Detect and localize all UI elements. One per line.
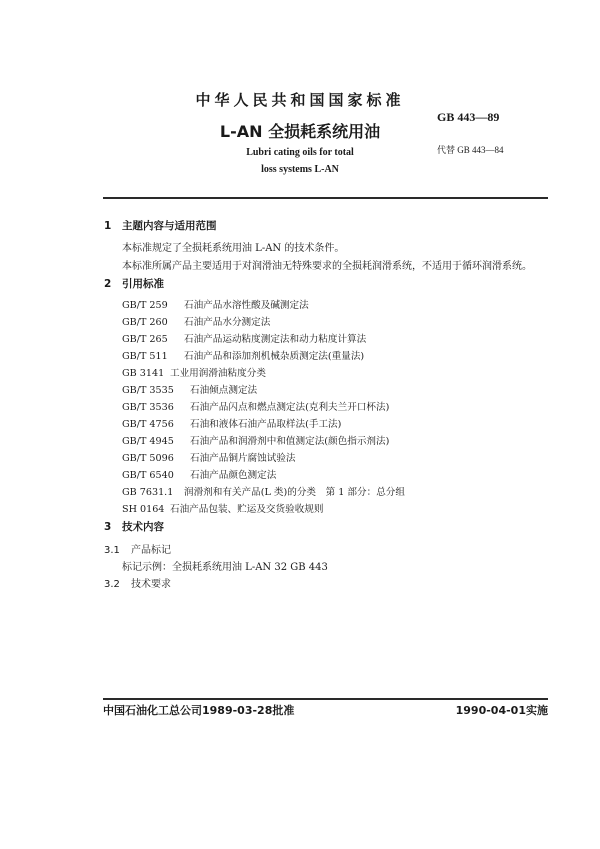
reference-item: [122, 416, 341, 430]
reference-code: GB/T 3536: [122, 402, 174, 413]
section-title: 主题内容与适用范围: [122, 220, 217, 232]
reference-title: 石油产品和润滑剂中和值测定法(颜色指示剂法): [190, 436, 390, 447]
english-title-line-1: Lubri cating oils for total: [246, 147, 354, 158]
section-title: 技术内容: [122, 521, 164, 533]
subsection-title: 技术要求: [131, 579, 171, 590]
paragraph: 本标准规定了全损耗系统用油 L-AN 的技术条件。: [122, 243, 345, 254]
subsection-title: 产品标记: [131, 545, 171, 556]
reference-code: SH 0164: [122, 504, 165, 515]
section-number: 2: [104, 278, 112, 290]
english-title-line-2: loss systems L-AN: [261, 164, 339, 175]
reference-code: GB/T 3535: [122, 385, 174, 396]
reference-code: GB/T 5096: [122, 453, 174, 464]
reference-code: GB/T 4756: [122, 419, 174, 430]
reference-title: 石油产品水分测定法: [184, 317, 271, 328]
reference-item: [122, 297, 309, 311]
reference-item: [122, 484, 405, 498]
reference-title: 工业用润滑油粘度分类: [170, 368, 266, 379]
section-1-heading: [104, 218, 217, 233]
reference-item: [122, 365, 266, 379]
section-3-heading: [104, 519, 164, 534]
footer-divider: [103, 698, 548, 700]
reference-item: [122, 467, 276, 481]
section-2-heading: [104, 276, 164, 291]
subsection-3-2-heading: [104, 575, 171, 590]
section-number: 3: [104, 521, 112, 533]
reference-code: GB/T 259: [122, 300, 168, 311]
reference-code: GB/T 511: [122, 351, 168, 362]
reference-code: GB 3141: [122, 368, 165, 379]
issuing-authority: 中华人民共和国国家标准: [195, 91, 405, 109]
reference-item: [122, 331, 366, 345]
header-divider: [103, 197, 548, 199]
reference-code: GB/T 265: [122, 334, 168, 345]
paragraph: 本标准所属产品主要适用于对润滑油无特殊要求的全损耗润滑系统，不适用于循环润滑系统。: [122, 261, 532, 272]
reference-item: [122, 382, 257, 396]
replaces-standard: 代替 GB 443—84: [437, 145, 504, 155]
document-title: L-AN 全损耗系统用油: [219, 122, 381, 141]
reference-item: [122, 348, 364, 362]
reference-item: [122, 399, 389, 413]
subsection-number: 3.2: [104, 579, 120, 590]
reference-title: 石油产品和添加剂机械杂质测定法(重量法): [184, 351, 365, 362]
reference-item: [122, 314, 270, 328]
reference-title: 石油产品颜色测定法: [190, 470, 277, 481]
reference-title: 石油产品闪点和燃点测定法(克利夫兰开口杯法): [190, 402, 390, 413]
reference-title: 润滑剂和有关产品(L 类)的分类 第 1 部分：总分组: [184, 487, 405, 498]
standard-code: GB 443—89: [437, 110, 500, 124]
marking-example: 标记示例：全损耗系统用油 L-AN 32 GB 443: [122, 562, 328, 573]
effective-date: 1990-04-01实施: [455, 704, 548, 717]
reference-item: [122, 501, 324, 515]
reference-title: 石油产品运动粘度测定法和动力粘度计算法: [184, 334, 367, 345]
reference-code: GB/T 4945: [122, 436, 174, 447]
subsection-3-1-heading: [104, 541, 171, 556]
reference-title: 石油产品包装、贮运及交货验收规则: [170, 504, 324, 515]
reference-code: GB/T 260: [122, 317, 168, 328]
reference-title: 石油产品水溶性酸及碱测定法: [184, 300, 309, 311]
section-title: 引用标准: [122, 278, 164, 290]
reference-title: 石油和液体石油产品取样法(手工法): [190, 419, 342, 430]
approval-date: 中国石油化工总公司1989-03-28批准: [103, 704, 295, 717]
reference-title: 石油倾点测定法: [190, 385, 258, 396]
reference-title: 石油产品铜片腐蚀试验法: [190, 453, 296, 464]
reference-code: GB 7631.1: [122, 487, 174, 498]
reference-code: GB/T 6540: [122, 470, 174, 481]
reference-item: [122, 450, 296, 464]
section-number: 1: [104, 220, 112, 232]
reference-item: [122, 433, 389, 447]
subsection-number: 3.1: [104, 545, 120, 556]
